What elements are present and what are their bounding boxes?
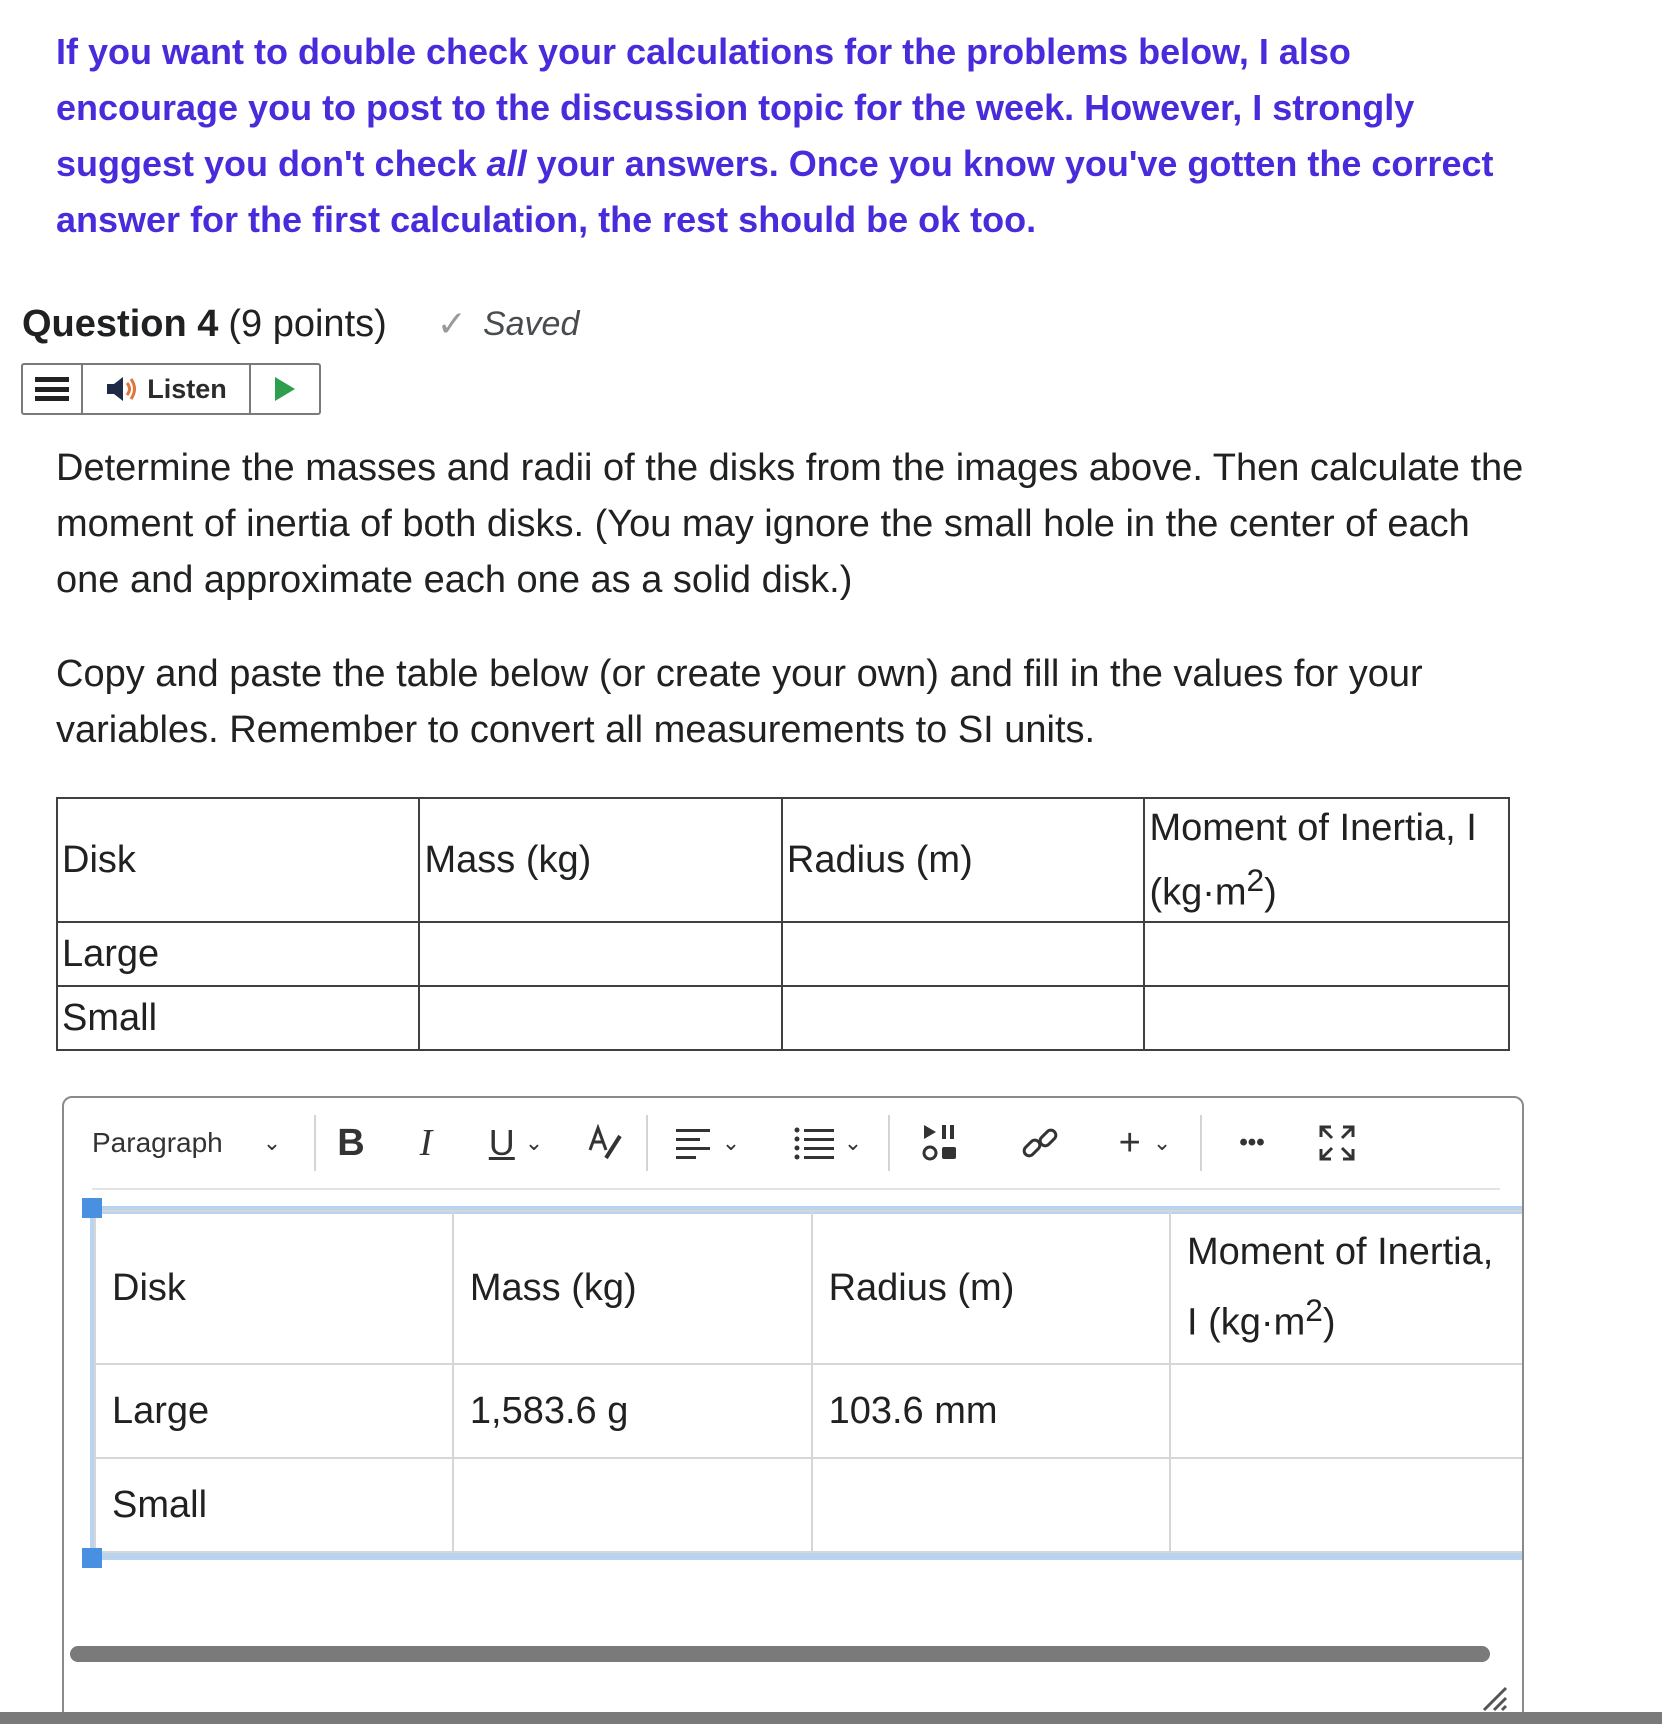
table-row — [57, 798, 1509, 922]
resize-handle-top[interactable] — [82, 1198, 102, 1218]
saved-status: Saved — [482, 304, 580, 343]
header-moment[interactable] — [1170, 1211, 1524, 1364]
header-radius: Radius (m) — [782, 798, 1145, 922]
text-color-button[interactable] — [566, 1098, 646, 1188]
listen-button[interactable] — [83, 365, 251, 413]
link-icon — [1020, 1123, 1060, 1163]
underline-icon: U — [488, 1122, 515, 1163]
fullscreen-icon — [1319, 1125, 1355, 1161]
header-disk: Disk — [57, 798, 419, 922]
cell-disk[interactable]: Small — [95, 1458, 453, 1552]
play-icon — [273, 376, 297, 402]
checkmark-icon: ✓ — [436, 303, 467, 344]
prompt-paragraph-1: Determine the masses and radii of the disks from the images above. Then calculate the moment of inertia of both disks. (You may ignore the small hole in the center of each one and approximate each one as a solid disk.) — [56, 447, 1524, 601]
notice-text-1: If you want to double check your calculations for the problems below, I also encourage you to post to the discussion topic for the week. However, I strongly suggest you don't check — [56, 31, 1415, 184]
block-format-dropdown[interactable] — [64, 1098, 314, 1188]
table-row — [95, 1458, 1524, 1552]
cell-radius — [782, 986, 1145, 1050]
list-dropdown[interactable] — [768, 1098, 888, 1188]
cell-moment — [1144, 922, 1509, 986]
align-left-icon — [676, 1127, 712, 1159]
resize-handle-bottom[interactable] — [82, 1548, 102, 1568]
header-moment-close: ) — [1322, 1301, 1336, 1344]
cell-mass — [419, 986, 781, 1050]
header-moment-sup: 2 — [1305, 1292, 1323, 1329]
media-icon — [920, 1123, 960, 1163]
horizontal-scrollbar[interactable] — [70, 1646, 1490, 1662]
plus-icon: + — [1118, 1121, 1141, 1164]
editor-toolbar — [64, 1098, 1522, 1188]
header-mass: Mass (kg) — [419, 798, 781, 922]
cell-moment[interactable] — [1170, 1458, 1524, 1552]
align-dropdown[interactable] — [648, 1098, 768, 1188]
instructor-notice — [56, 24, 1536, 248]
menu-icon — [35, 377, 69, 401]
rich-text-editor — [62, 1096, 1524, 1724]
block-format-label: Paragraph — [92, 1127, 223, 1158]
cell-radius[interactable]: 103.6 mm — [812, 1364, 1170, 1458]
fullscreen-button[interactable] — [1302, 1098, 1372, 1188]
chevron-down-icon: ⌄ — [843, 1130, 863, 1155]
header-moment-text: Moment of Inertia, I (kg·m — [1187, 1231, 1494, 1344]
chevron-down-icon: ⌄ — [721, 1130, 741, 1155]
page-bottom-scrollbar[interactable] — [0, 1712, 1662, 1724]
notice-emphasis: all — [486, 143, 527, 184]
cell-disk: Large — [57, 922, 419, 986]
ellipsis-icon: ••• — [1239, 1129, 1265, 1156]
table-row — [95, 1211, 1524, 1364]
header-moment-close: ) — [1264, 871, 1277, 914]
selection-border-bottom — [90, 1552, 1524, 1560]
more-options-button[interactable] — [1202, 1098, 1302, 1188]
play-button[interactable] — [251, 365, 319, 413]
cell-mass[interactable] — [453, 1458, 812, 1552]
header-moment-sup: 2 — [1246, 861, 1265, 898]
readspeaker-listen-bar — [21, 363, 321, 415]
chevron-down-icon: ⌄ — [524, 1130, 544, 1155]
cell-radius[interactable] — [812, 1458, 1170, 1552]
toolbar-underline — [92, 1188, 1500, 1190]
insert-media-button[interactable] — [890, 1098, 990, 1188]
table-row — [57, 986, 1509, 1050]
listen-menu-button[interactable] — [23, 365, 83, 413]
underline-button[interactable] — [466, 1098, 566, 1188]
question-points: (9 points) — [228, 302, 387, 345]
notice-text-2: your answers. Once you know you've gotten the correct answer for the first calculation, the rest should be ok too. — [56, 143, 1494, 240]
insert-link-button[interactable] — [990, 1098, 1090, 1188]
cell-mass[interactable]: 1,583.6 g — [453, 1364, 812, 1458]
header-mass[interactable]: Mass (kg) — [453, 1211, 812, 1364]
resize-grip-icon[interactable] — [1480, 1684, 1508, 1712]
chevron-down-icon: ⌄ — [262, 1130, 282, 1155]
cell-moment — [1144, 986, 1509, 1050]
bold-icon: B — [337, 1121, 365, 1164]
bulleted-list-icon — [794, 1126, 834, 1160]
cell-mass — [419, 922, 781, 986]
table-row — [95, 1364, 1524, 1458]
text-color-icon — [586, 1124, 626, 1162]
prompt-paragraph-2: Copy and paste the table below (or create your own) and fill in the values for your variables. Remember to convert all measurements to SI units. — [56, 653, 1423, 751]
header-moment-text: Moment of Inertia, I (kg·m — [1149, 806, 1477, 914]
cell-radius — [782, 922, 1145, 986]
question-header — [22, 296, 579, 352]
given-table — [56, 797, 1510, 1051]
italic-icon: I — [419, 1122, 433, 1164]
cell-disk: Small — [57, 986, 419, 1050]
insert-more-dropdown[interactable] — [1090, 1098, 1200, 1188]
cell-moment[interactable] — [1170, 1364, 1524, 1458]
listen-label: Listen — [147, 373, 227, 404]
italic-button[interactable] — [386, 1098, 466, 1188]
header-radius[interactable]: Radius (m) — [812, 1211, 1170, 1364]
cell-disk[interactable]: Large — [95, 1364, 453, 1458]
editor-table[interactable] — [94, 1210, 1524, 1553]
bold-button[interactable] — [316, 1098, 386, 1188]
question-title: Question 4 — [22, 302, 219, 345]
table-row — [57, 922, 1509, 986]
question-prompt — [56, 440, 1536, 758]
header-moment — [1144, 798, 1509, 922]
header-disk[interactable]: Disk — [95, 1211, 453, 1364]
chevron-down-icon: ⌄ — [1152, 1130, 1172, 1155]
speaker-icon — [105, 375, 139, 403]
